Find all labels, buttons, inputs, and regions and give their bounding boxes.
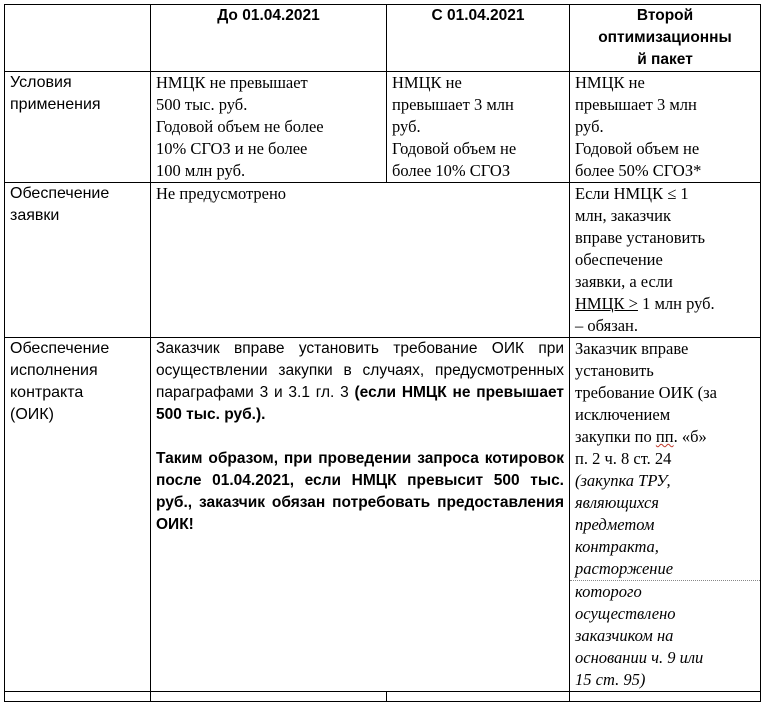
- text-line: исключением: [575, 405, 671, 424]
- row-label-contract-security: [5, 338, 151, 692]
- table-cell-empty: [5, 692, 151, 702]
- underlined-text: НМЦК >: [575, 294, 638, 313]
- text-line: НМЦК не: [392, 73, 462, 92]
- text-line: более 50% СГОЗ*: [575, 161, 702, 180]
- paragraph: [156, 448, 564, 536]
- label-line: применения: [10, 96, 101, 113]
- header-cell-empty: [5, 5, 151, 72]
- text-line: – обязан.: [575, 316, 638, 335]
- text-line: НМЦК не: [575, 73, 645, 92]
- text-line: обеспечение: [575, 250, 663, 269]
- text-line: требование ОИК (за: [575, 383, 717, 402]
- text-line: Годовой объем не: [392, 139, 517, 158]
- header-line: Второй: [636, 7, 694, 24]
- header-cell-second-package: [570, 5, 761, 72]
- cell-conditions-after: [387, 72, 570, 183]
- label-line: Условия: [10, 74, 72, 91]
- table-cell-empty: [570, 692, 761, 702]
- text-line: руб.: [392, 117, 421, 136]
- header-line: й пакет: [637, 51, 693, 68]
- cell-contract-security-second-package: [570, 338, 761, 692]
- row-label-conditions: [5, 72, 151, 183]
- text-line: 100 млн руб.: [156, 161, 246, 180]
- table-row: [5, 692, 761, 702]
- text-line: более 10% СГОЗ: [392, 161, 511, 180]
- text-line: 500 тыс. руб.: [156, 95, 248, 114]
- text-line: основании ч. 9 или: [575, 648, 704, 667]
- text-line: 15 ст. 95): [575, 670, 646, 689]
- text-line: заказчиком на: [575, 626, 674, 645]
- text-line: (закупка ТРУ,: [575, 471, 671, 490]
- text-line: предметом: [575, 515, 655, 534]
- bold-fragment: Таким образом, при проведении запроса котировок после 01.04.2021, если НМЦК превысит 500 тыс. руб., заказчик обязан потребовать предоставления ОИК!: [156, 450, 564, 533]
- label-line: заявки: [10, 207, 60, 224]
- spellcheck-underlined-text: пп: [655, 427, 674, 446]
- row-label-bid-security: [5, 183, 151, 338]
- text-line: осуществлено: [575, 604, 676, 623]
- header-row: [5, 5, 761, 72]
- header-line: оптимизационны: [598, 29, 732, 46]
- text-line: контракта,: [575, 537, 659, 556]
- text-line: млн, заказчик: [575, 206, 672, 225]
- table-cell-empty: [387, 692, 570, 702]
- bold-fragment: (если НМЦК не превышает 500 тыс. руб.).: [156, 384, 564, 423]
- text-line: [575, 426, 755, 448]
- text-line: Годовой объем не: [575, 139, 700, 158]
- table-cell-empty: [151, 692, 387, 702]
- text-fragment: закупки по: [575, 427, 656, 446]
- cell-bid-security-merged: Не предусмотрено: [151, 183, 570, 338]
- table-row: [5, 183, 761, 338]
- text-line: Если НМЦК ≤ 1: [575, 184, 689, 203]
- text-line: [575, 293, 755, 315]
- cell-bid-security-second-package: [570, 183, 761, 338]
- text-line: установить: [575, 361, 654, 380]
- text-line: вправе установить: [575, 228, 706, 247]
- label-line: (ОИК): [10, 406, 54, 423]
- text-fragment: 1 млн руб.: [637, 294, 715, 313]
- label-line: Обеспечение: [10, 185, 110, 202]
- text-line: Заказчик вправе: [575, 339, 689, 358]
- text-line: НМЦК не превышает: [156, 73, 308, 92]
- text-line: заявки, а если: [575, 272, 673, 291]
- cell-conditions-second-package: [570, 72, 761, 183]
- cell-contract-security-merged: [151, 338, 570, 692]
- table-row: [5, 72, 761, 183]
- text-line: п. 2 ч. 8 ст. 24: [575, 449, 672, 468]
- table-row: [5, 338, 761, 692]
- text-fragment: Заказчик вправе установить требование ОИК при осуществлении закупки в случаях, предусмотренных параграфами 3 и 3.1 гл. 3: [156, 340, 564, 401]
- text-line: которого: [570, 580, 760, 603]
- text-line: являющихся: [575, 493, 659, 512]
- text-line: руб.: [575, 117, 604, 136]
- text-line: превышает 3 млн: [575, 95, 697, 114]
- text-line: Годовой объем не более: [156, 117, 324, 136]
- comparison-table: [4, 4, 761, 702]
- header-cell-after: С 01.04.2021: [387, 5, 570, 72]
- label-line: Обеспечение: [10, 340, 110, 357]
- label-line: исполнения: [10, 362, 98, 379]
- text-line: 10% СГОЗ и не более: [156, 139, 308, 158]
- text-line: расторжение: [575, 559, 674, 578]
- label-line: контракта: [10, 384, 84, 401]
- header-cell-before: До 01.04.2021: [151, 5, 387, 72]
- text-fragment: . «б»: [673, 427, 707, 446]
- paragraph: [156, 338, 564, 426]
- text-line: превышает 3 млн: [392, 95, 514, 114]
- cell-conditions-before: [151, 72, 387, 183]
